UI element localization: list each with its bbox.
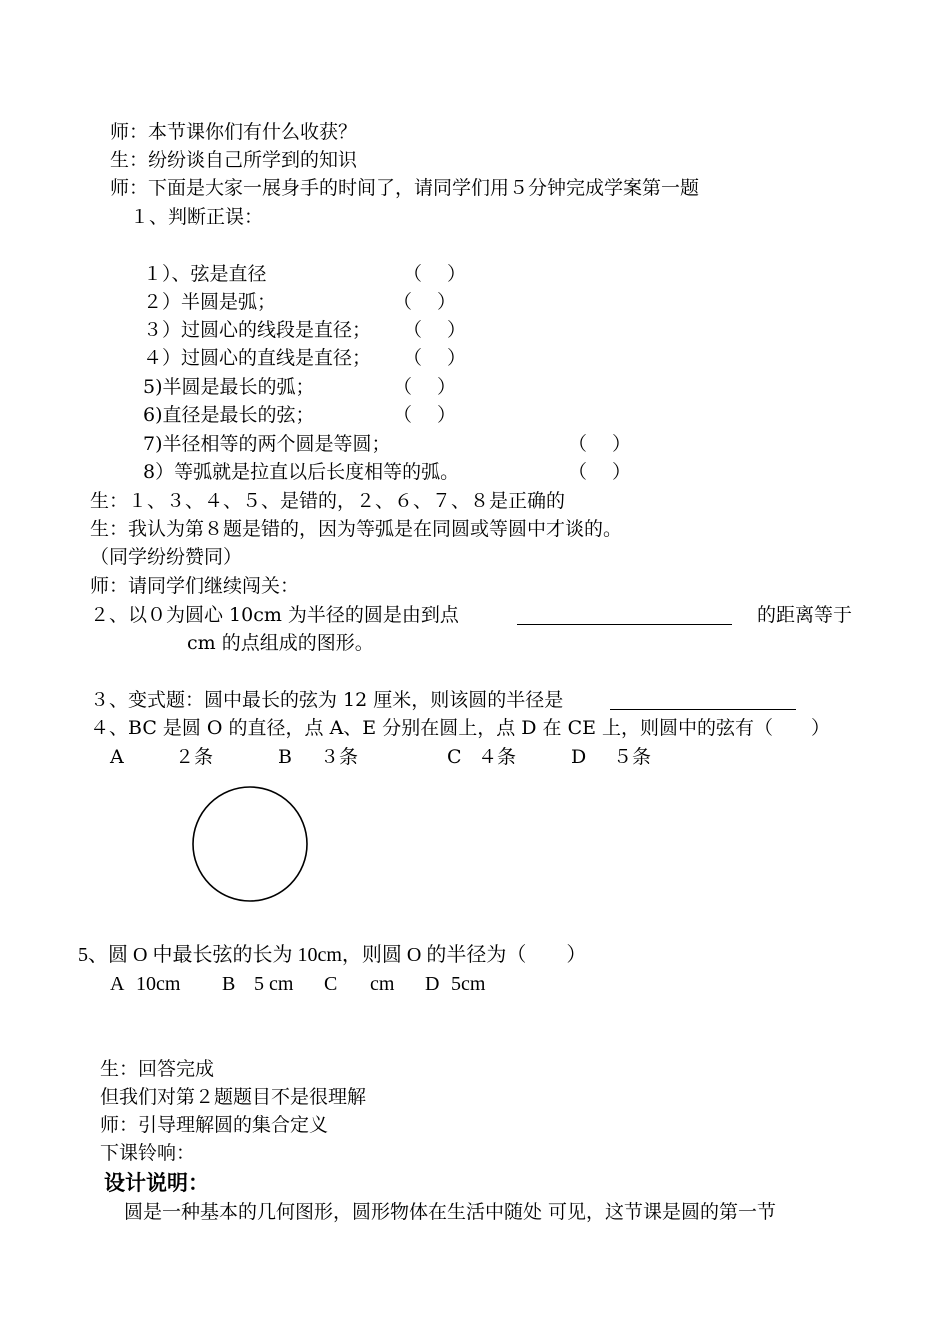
dialogue-line: 师：本节课你们有什么收获？ (110, 121, 358, 143)
judgment-item: 7)半径相等的两个圆是等圆； (143, 433, 391, 455)
question-2-text-cont: cm 的点组成的图形。 (187, 632, 374, 654)
design-heading: 设计说明： (104, 1171, 209, 1195)
judgment-item: ２）半圆是弧； (143, 291, 277, 313)
dialogue-line: 生：１、３、４、５、是错的，２、６、７、８是正确的 (90, 490, 566, 512)
question-2-text-tail: 的距离等于 (757, 604, 853, 626)
option-label: B (222, 973, 236, 995)
question-4-text: ４、BC 是圆 O 的直径，点 A、E 分别在圆上，点 D 在 CE 上，则圆中的弦有（ ） (90, 717, 831, 739)
dialogue-line: 但我们对第２题题目不是很理解 (100, 1086, 367, 1108)
option-value: ５条 (613, 746, 652, 768)
question-3-blank (610, 689, 796, 710)
option-label: C (324, 973, 338, 995)
option-value: ４条 (478, 746, 517, 768)
option-label: B (278, 746, 292, 768)
judgment-answer-blank: （ ） (568, 461, 632, 483)
option-value: cm (370, 973, 395, 995)
circle-figure (188, 782, 312, 906)
judgment-answer-blank: （ ） (393, 404, 457, 426)
question-2-blank (517, 604, 732, 625)
option-value: ３条 (320, 746, 359, 768)
question-2-text: ２、以０为圆心 10cm 为半径的圆是由到点 (90, 604, 459, 626)
question-heading: １、判断正误： (130, 206, 264, 228)
option-value: 10cm (136, 973, 181, 995)
option-value: 5cm (451, 973, 486, 995)
judgment-answer-blank: （ ） (393, 376, 457, 398)
design-body: 圆是一种基本的几何图形，圆形物体在生活中随处 可见，这节课是圆的第一节 (124, 1201, 777, 1223)
judgment-item: 5)半圆是最长的弧； (143, 376, 315, 398)
judgment-answer-blank: （ ） (403, 347, 467, 369)
option-value: ２条 (175, 746, 214, 768)
dialogue-line: 生：回答完成 (100, 1058, 215, 1080)
dialogue-line: 师：下面是大家一展身手的时间了，请同学们用５分钟完成学案第一题 (110, 177, 700, 199)
judgment-answer-blank: （ ） (568, 433, 632, 455)
option-label: D (571, 746, 587, 768)
dialogue-line: 师：引导理解圆的集合定义 (100, 1114, 329, 1136)
judgment-item: ３）过圆心的线段是直径； (143, 319, 372, 341)
dialogue-line: （同学纷纷赞同） (90, 546, 243, 568)
dialogue-line: 师：请同学们继续闯关： (90, 575, 300, 597)
judgment-item: ４）过圆心的直线是直径； (143, 347, 372, 369)
judgment-answer-blank: （ ） (403, 319, 467, 341)
circle-outline (193, 787, 307, 901)
dialogue-line: 下课铃响： (100, 1142, 196, 1164)
option-value: 5 cm (254, 973, 294, 995)
option-label: A (110, 973, 125, 995)
judgment-item: 8）等弧就是拉直以后长度相等的弧。 (143, 461, 460, 483)
dialogue-line: 生：我认为第８题是错的，因为等弧是在同圆或等圆中才谈的。 (90, 518, 623, 540)
judgment-item: １）、弦是直径 (143, 263, 267, 285)
question-3-text: ３、变式题：圆中最长的弦为 12 厘米，则该圆的半径是 (90, 689, 564, 711)
option-label: D (425, 973, 440, 995)
dialogue-line: 生：纷纷谈自己所学到的知识 (110, 149, 358, 171)
judgment-answer-blank: （ ） (403, 263, 467, 285)
judgment-item: 6)直径是最长的弦； (143, 404, 315, 426)
option-label: C (447, 746, 462, 768)
judgment-answer-blank: （ ） (393, 291, 457, 313)
option-label: A (110, 746, 124, 768)
question-5-text: 5、圆 O 中最长弦的长为 10cm，则圆 O 的半径为（ ） (78, 944, 587, 966)
